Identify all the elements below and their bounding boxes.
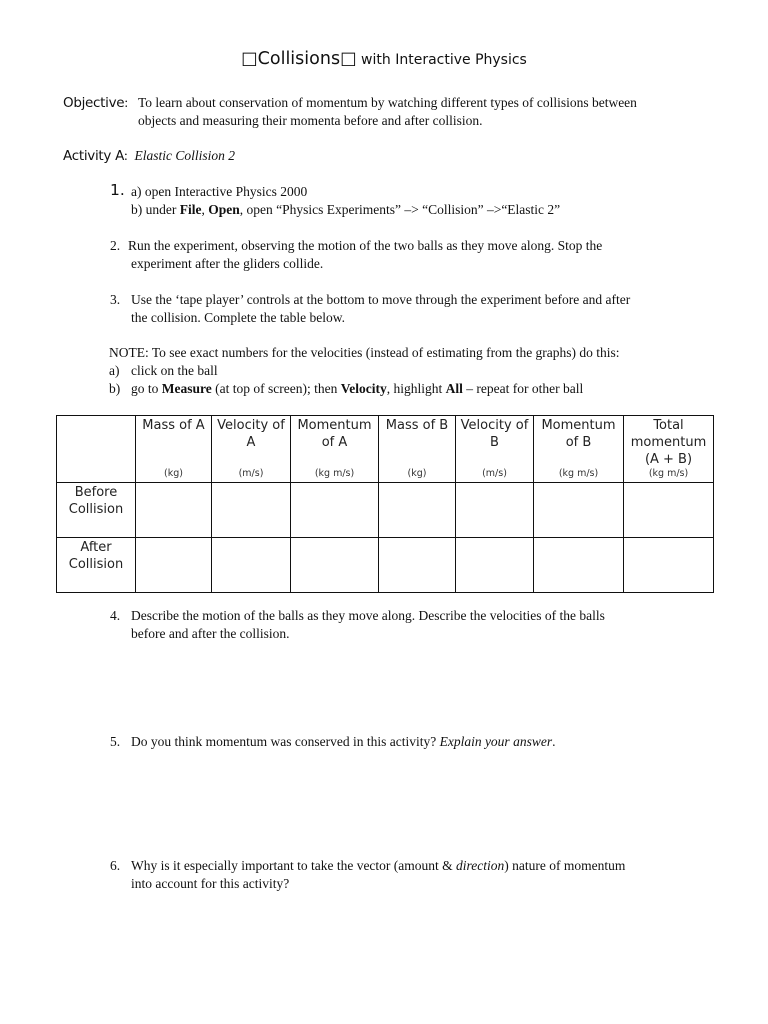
header-unit: (m/s) [482,468,507,479]
table-cell-input[interactable] [212,483,291,538]
note-line1: NOTE: To see exact numbers for the velocities (instead of estimating from the graphs) do this: [109,345,620,360]
note-b-marker: b) [109,381,121,396]
activity-colon: : [124,148,128,163]
table-row [57,538,714,593]
note-b-mid2: , highlight [386,381,446,396]
header-label: Total momentum (A + B) [630,418,707,467]
step3-line2: the collision. Complete the table below. [131,310,345,325]
title-main: □Collisions□ [241,49,357,69]
title-suffix: with Interactive Physics [356,52,527,68]
objective-line2: objects and measuring their momenta before and after collision. [138,113,483,128]
step5-text [131,733,555,751]
step4-line2: before and after the collision. [131,626,290,641]
table-cell-input[interactable] [212,538,291,593]
header-velocity-a [212,416,291,483]
table-cell-input[interactable] [534,483,624,538]
table-cell-input[interactable] [534,538,624,593]
step3-number: 3. [110,292,121,307]
row-label-before: Before Collision [57,483,136,538]
header-unit: (m/s) [238,468,264,479]
step1-number: 1. [110,181,125,199]
note-a-marker: a) [109,363,120,378]
note-b-pre: go to [131,381,162,396]
header-label: Mass of A [142,418,205,433]
step4-number: 4. [110,608,121,623]
row-label-after: After Collision [57,538,136,593]
header-velocity-b [456,416,534,483]
note-a-text: click on the ball [131,363,218,378]
step1-line-b [131,201,560,219]
step2-line1: Run the experiment, observing the motion of the two balls as they move along. Stop the [128,238,603,253]
page-title [0,48,768,71]
header-total-momentum [624,416,714,483]
note-velocity: Velocity [340,381,387,396]
step1-b-post: , open “Physics Experiments” –> “Collision” –>“Elastic 2” [239,202,561,217]
table-cell-input[interactable] [379,538,456,593]
objective-label-wrap [63,94,128,112]
activity-name: Elastic Collision 2 [134,148,236,163]
step1-comma: , [201,202,209,217]
table-row [57,483,714,538]
objective-label: Objective [63,95,125,111]
table-cell-input[interactable] [624,483,714,538]
step1-file: File [179,202,202,217]
step3-line1: Use the ‘tape player’ controls at the bottom to move through the experiment before and after [131,292,631,307]
table-cell-input[interactable] [624,538,714,593]
step6-pre: Why is it especially important to take the vector (amount & [131,858,457,873]
header-mass-b [379,416,456,483]
header-unit: (kg m/s) [558,468,599,479]
note-b-text [131,380,583,398]
step5-end: . [552,734,556,749]
step5-number: 5. [110,734,121,749]
header-label: Momentum of A [297,418,372,450]
step6-number: 6. [110,858,121,873]
table-cell-input[interactable] [379,483,456,538]
step1-line-a: a) open Interactive Physics 2000 [131,184,308,199]
table-cell-input[interactable] [136,538,212,593]
header-label: Momentum of B [541,418,616,450]
header-mass-a [136,416,212,483]
note-measure: Measure [161,381,212,396]
table-cell-input[interactable] [136,483,212,538]
objective-line1: To learn about conservation of momentum by watching different types of collisions between [138,95,637,110]
activity-heading [63,147,235,165]
header-label: Mass of B [385,418,449,433]
step2-number: 2. [110,238,121,253]
table-cell-input[interactable] [291,483,379,538]
table-cell-input[interactable] [456,538,534,593]
header-unit: (kg m/s) [314,468,355,479]
header-label: Velocity of B [460,418,529,450]
header-label: Velocity of A [217,418,285,450]
step6-line1 [131,857,625,875]
note-b-post: – repeat for other ball [462,381,584,396]
objective-colon: : [124,95,129,110]
activity-label: Activity A [63,148,125,164]
step5-question: Do you think momentum was conserved in this activity? [131,734,440,749]
step6-line2: into account for this activity? [131,876,290,891]
table-header-row [57,416,714,483]
header-momentum-b [534,416,624,483]
momentum-table [56,415,714,593]
header-unit: (kg) [164,468,183,479]
table-cell-input[interactable] [456,483,534,538]
note-b-mid: (at top of screen); then [211,381,341,396]
note-all: All [445,381,463,396]
header-unit: (kg m/s) [648,468,689,479]
header-unit: (kg) [407,468,427,479]
step1-open: Open [208,202,240,217]
step5-italic: Explain your answer [439,734,553,749]
table-cell-input[interactable] [291,538,379,593]
table-corner-cell [57,416,136,483]
header-momentum-a [291,416,379,483]
step6-post: ) nature of momentum [504,858,626,873]
step1-b-pre: b) under [131,202,180,217]
step6-italic: direction [456,858,505,873]
step2-line2: experiment after the gliders collide. [131,256,324,271]
step4-line1: Describe the motion of the balls as they move along. Describe the velocities of the balls [131,608,605,623]
